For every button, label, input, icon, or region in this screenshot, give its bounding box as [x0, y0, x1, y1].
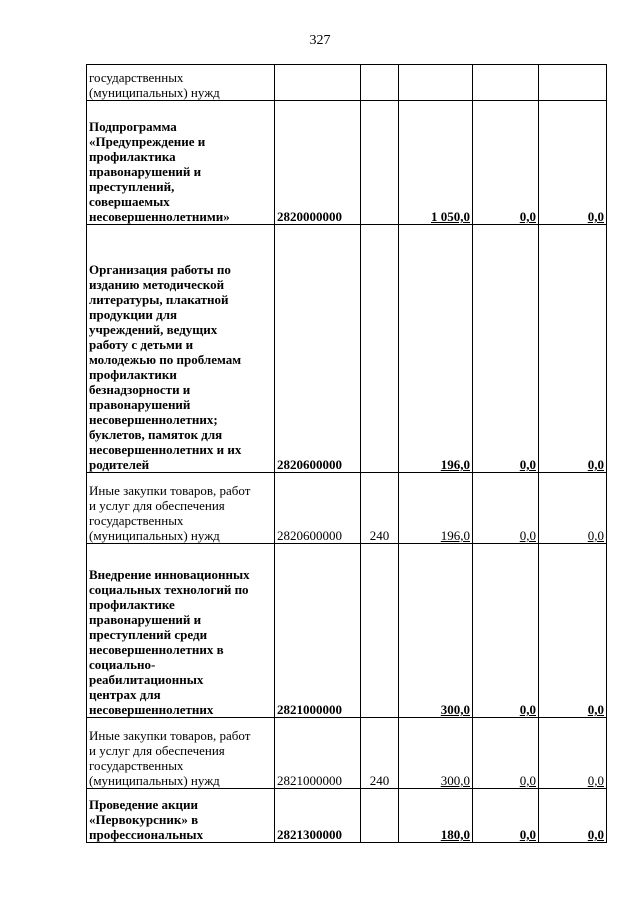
table-row: [87, 544, 607, 718]
expense-type-code: 240: [361, 718, 399, 789]
amount-year-2: 0,0: [473, 544, 539, 718]
target-article-code: 2820600000: [275, 473, 361, 544]
amount-year-1: [399, 65, 473, 101]
table-row: [87, 473, 607, 544]
page-number: 327: [309, 33, 331, 48]
amount-year-1: 300,0: [399, 544, 473, 718]
expense-name: Проведение акции «Первокурсник» в профессиональных: [87, 789, 275, 843]
amount-year-3: 0,0: [539, 225, 607, 473]
amount-year-3: 0,0: [539, 789, 607, 843]
amount-year-2: 0,0: [473, 718, 539, 789]
amount-year-2: [473, 65, 539, 101]
table-row: [87, 65, 607, 101]
table-row: [87, 789, 607, 843]
target-article-code: 2821000000: [275, 544, 361, 718]
amount-year-1: 196,0: [399, 473, 473, 544]
expense-type-code: 240: [361, 473, 399, 544]
budget-table-body: [87, 65, 607, 843]
target-article-code: 2820600000: [275, 225, 361, 473]
target-article-code: 2820000000: [275, 101, 361, 225]
amount-year-3: 0,0: [539, 101, 607, 225]
expense-name: Иные закупки товаров, работ и услуг для обеспечения государственных (муниципальных) нужд: [87, 718, 275, 789]
expense-name: Иные закупки товаров, работ и услуг для обеспечения государственных (муниципальных) нужд: [87, 473, 275, 544]
target-article-code: 2821000000: [275, 718, 361, 789]
amount-year-1: 196,0: [399, 225, 473, 473]
expense-name: Внедрение инновационных социальных технологий по профилактике правонарушений и преступлений среди несовершеннолетних в социально- реабилитационных центрах для несовершеннолетних: [87, 544, 275, 718]
expense-type-code: [361, 789, 399, 843]
table-row: [87, 718, 607, 789]
expense-name: государственных (муниципальных) нужд: [87, 65, 275, 101]
amount-year-1: 300,0: [399, 718, 473, 789]
amount-year-1: 180,0: [399, 789, 473, 843]
amount-year-3: 0,0: [539, 473, 607, 544]
amount-year-2: 0,0: [473, 101, 539, 225]
expense-type-code: [361, 101, 399, 225]
amount-year-3: [539, 65, 607, 101]
amount-year-2: 0,0: [473, 225, 539, 473]
target-article-code: 2821300000: [275, 789, 361, 843]
expense-type-code: [361, 65, 399, 101]
amount-year-2: 0,0: [473, 789, 539, 843]
amount-year-2: 0,0: [473, 473, 539, 544]
target-article-code: [275, 65, 361, 101]
expense-name: Организация работы по изданию методической литературы, плакатной продукции для учреждений, ведущих работу с детьми и молодежью по проблемам профилактики безнадзорности и правонарушений несовершеннолетних; буклетов, памяток для несовершеннолетних и их родителей: [87, 225, 275, 473]
budget-table: [86, 64, 607, 843]
amount-year-1: 1 050,0: [399, 101, 473, 225]
table-row: [87, 225, 607, 473]
expense-type-code: [361, 544, 399, 718]
expense-type-code: [361, 225, 399, 473]
amount-year-3: 0,0: [539, 544, 607, 718]
amount-year-3: 0,0: [539, 718, 607, 789]
expense-name: Подпрограмма «Предупреждение и профилактика правонарушений и преступлений, совершаемых несовершеннолетними»: [87, 101, 275, 225]
table-row: [87, 101, 607, 225]
